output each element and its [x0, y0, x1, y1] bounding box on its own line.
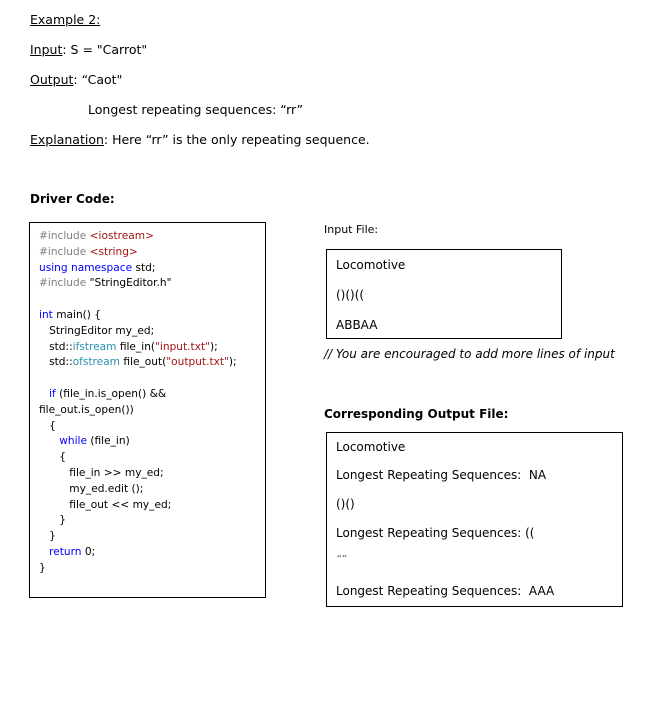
code-line: [39, 403, 134, 417]
code-token: (file_in.is_open() &&: [59, 388, 167, 400]
code-token: <iostream>: [89, 230, 154, 242]
code-token: file_in >> my_ed;: [39, 467, 164, 479]
code-token: <string>: [89, 245, 138, 258]
example-longest: Longest repeating sequences: “rr”: [88, 102, 304, 117]
output-line: Locomotive: [336, 440, 406, 454]
code-token: ifstream: [72, 340, 117, 353]
code-line: [39, 419, 56, 433]
example-input: [30, 42, 147, 57]
code-token: int: [39, 309, 57, 321]
code-token: {: [39, 419, 56, 432]
code-line: [39, 276, 171, 290]
code-token: #include: [39, 245, 90, 258]
code-token: my_ed.edit ();: [39, 482, 144, 495]
code-line: [39, 561, 46, 575]
code-line: [39, 229, 154, 243]
code-line: [39, 245, 138, 259]
code-token: "StringEditor.h": [89, 277, 172, 290]
code-line: [39, 545, 95, 559]
code-token: );: [228, 356, 237, 369]
input-label: Input: [30, 42, 63, 57]
code-line: [39, 450, 66, 464]
input-file-box: [326, 249, 562, 339]
output-line: “”: [336, 554, 347, 565]
code-token: return: [39, 546, 85, 558]
output-value: : “Caot": [73, 72, 123, 87]
code-line: [39, 482, 143, 496]
code-token: std::: [39, 340, 73, 353]
code-line: [39, 324, 154, 338]
code-token: ofstream: [72, 356, 120, 369]
code-line: [39, 513, 66, 527]
output-line: Longest Repeating Sequences: ((: [336, 526, 535, 540]
code-token: }: [39, 514, 66, 527]
code-token: main() {: [56, 309, 102, 321]
code-token: "output.txt": [166, 356, 229, 369]
input-file-label: Input File:: [324, 223, 379, 236]
code-token: while: [39, 435, 91, 448]
code-token: }: [39, 530, 56, 543]
code-line: [39, 529, 56, 543]
code-token: (file_in): [90, 435, 130, 448]
code-token: 0;: [84, 546, 96, 558]
example-heading: Example 2:: [30, 12, 101, 27]
input-note: // You are encouraged to add more lines of input: [324, 347, 615, 361]
output-line: Longest Repeating Sequences: NA: [336, 468, 547, 482]
code-token: std;: [135, 261, 156, 274]
example-output: [30, 72, 122, 87]
code-line: [39, 434, 130, 448]
code-token: {: [39, 451, 66, 464]
code-token: file_out.is_open()): [39, 403, 134, 416]
code-token: #include: [39, 230, 90, 242]
code-token: );: [210, 340, 218, 353]
code-line: [39, 261, 155, 275]
example-explanation: [30, 132, 370, 147]
explanation-value: : Here “rr” is the only repeating sequence.: [103, 132, 370, 147]
output-line: ()(): [336, 497, 355, 511]
input-line: ABBAA: [336, 318, 378, 332]
output-label: Output: [30, 72, 74, 87]
code-line: [39, 340, 218, 354]
code-token: file_out(: [119, 356, 167, 369]
code-line: [39, 308, 101, 322]
driver-code-heading: Driver Code:: [30, 192, 115, 206]
code-line: [39, 498, 171, 512]
explanation-label: Explanation: [30, 132, 104, 147]
input-value: : S = "Carrot": [62, 42, 148, 57]
code-token: "input.txt": [155, 340, 210, 353]
code-token: std::: [39, 356, 73, 369]
code-line: [39, 355, 237, 369]
code-token: file_in(: [116, 340, 156, 353]
code-token: StringEditor my_ed;: [39, 324, 155, 337]
output-file-label: Corresponding Output File:: [324, 407, 509, 421]
code-line: [39, 466, 164, 480]
code-box: [29, 222, 266, 598]
input-line: ()()((: [336, 288, 365, 302]
output-line: Longest Repeating Sequences: AAA: [336, 584, 555, 598]
output-file-box: [326, 432, 623, 607]
input-line: Locomotive: [336, 258, 406, 272]
code-token: file_out << my_ed;: [39, 498, 172, 511]
code-token: if: [39, 388, 60, 400]
code-token: #include: [39, 277, 90, 290]
code-line: [39, 387, 166, 401]
code-token: using namespace: [39, 261, 136, 274]
code-token: }: [39, 561, 46, 574]
